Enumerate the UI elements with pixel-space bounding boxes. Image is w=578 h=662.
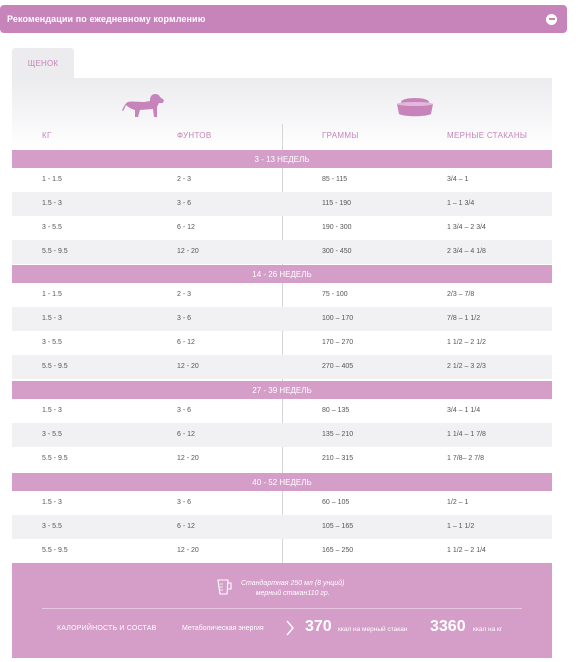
cell-cups: 3/4 – 1 — [447, 176, 469, 183]
section-band: 27 - 39 НЕДЕЛЬ — [12, 381, 552, 399]
table-row — [12, 539, 552, 563]
cell-cups: 1 1/2 – 2 1/2 — [447, 339, 486, 346]
cell-lb: 3 - 6 — [177, 499, 192, 506]
cell-kg: 5.5 - 9.5 — [42, 455, 68, 462]
cell-kg: 3 - 5.5 — [42, 224, 62, 231]
cell-grams: 210 – 315 — [322, 455, 354, 462]
cell-lb: 6 - 12 — [177, 339, 195, 346]
section-band: 14 - 26 НЕДЕЛЬ — [12, 265, 552, 283]
column-header-kg: КГ — [42, 131, 52, 140]
cell-cups: 1 7/8– 2 7/8 — [447, 455, 484, 462]
cup-note — [241, 579, 344, 599]
section-band: 40 - 52 НЕДЕЛЬ — [12, 473, 552, 491]
table-row — [12, 192, 552, 216]
kcal-per-kg-value: 3360 — [430, 618, 466, 635]
nutrition-footer — [12, 563, 552, 658]
cell-grams: 80 – 135 — [322, 407, 350, 414]
cell-cups: 1 – 1 3/4 — [447, 200, 475, 207]
section-band: 3 - 13 НЕДЕЛЬ — [12, 150, 552, 168]
cell-grams: 115 - 190 — [322, 200, 352, 207]
cell-kg: 1.5 - 3 — [42, 200, 62, 207]
cell-kg: 3 - 5.5 — [42, 523, 62, 530]
cell-lb: 2 - 3 — [177, 291, 192, 298]
cell-cups: 1 – 1 1/2 — [447, 523, 475, 530]
cell-lb: 3 - 6 — [177, 315, 192, 322]
column-header-lb: ФУНТОВ — [177, 131, 212, 140]
cell-lb: 6 - 12 — [177, 431, 195, 438]
table-row — [12, 240, 552, 264]
cell-cups: 1 3/4 – 2 3/4 — [447, 224, 486, 231]
table-row — [12, 168, 552, 192]
cup-note-line2: мерный стакан110 гр. — [255, 590, 330, 597]
cell-kg: 5.5 - 9.5 — [42, 248, 68, 255]
cell-grams: 135 – 210 — [322, 431, 354, 438]
calories-title: КАЛОРИЙНОСТЬ И СОСТАВ — [57, 625, 157, 632]
table-row — [12, 283, 552, 307]
minus-circle-icon[interactable] — [546, 14, 557, 25]
header-title: Рекомендации по ежедневному кормлению — [7, 14, 206, 24]
cell-lb: 12 - 20 — [177, 248, 199, 255]
table-row — [12, 423, 552, 447]
kcal-per-cup-value: 370 — [305, 618, 332, 635]
cell-grams: 300 - 450 — [322, 248, 352, 255]
cell-cups: 2 3/4 – 4 1/8 — [447, 248, 486, 255]
cell-grams: 100 – 170 — [322, 315, 354, 322]
chevron-right-icon — [285, 620, 295, 636]
cell-lb: 2 - 3 — [177, 176, 192, 183]
cell-lb: 6 - 12 — [177, 224, 195, 231]
cell-lb: 12 - 20 — [177, 363, 199, 370]
tab-puppy[interactable]: ЩЕНОК — [12, 48, 74, 78]
cell-cups: 1 1/2 – 2 1/4 — [447, 547, 486, 554]
cell-kg: 5.5 - 9.5 — [42, 363, 68, 370]
cup-note-line1: Стандартная 250 мл (8 унций) — [241, 580, 345, 587]
cell-grams: 105 – 165 — [322, 523, 354, 530]
table-row — [12, 355, 552, 379]
cell-grams: 270 – 405 — [322, 363, 354, 370]
cell-lb: 3 - 6 — [177, 407, 192, 414]
cell-kg: 1 - 1.5 — [42, 176, 62, 183]
energy-label: Метаболическая энергия — [182, 625, 264, 632]
measuring-cup-icon — [217, 578, 233, 595]
cell-kg: 1.5 - 3 — [42, 499, 62, 506]
column-header-grams: ГРАММЫ — [322, 131, 359, 140]
cell-kg: 1 - 1.5 — [42, 291, 62, 298]
table-row — [12, 216, 552, 240]
cell-kg: 3 - 5.5 — [42, 431, 62, 438]
cell-grams: 75 - 100 — [322, 291, 348, 298]
column-header-cups: МЕРНЫЕ СТАКАНЫ — [447, 131, 528, 140]
cell-lb: 12 - 20 — [177, 455, 199, 462]
cell-lb: 12 - 20 — [177, 547, 199, 554]
table-row — [12, 447, 552, 471]
table-row — [12, 515, 552, 539]
feeding-recommendations-header[interactable] — [0, 5, 567, 33]
kcal-per-cup-unit: ккал на мерный стакан — [338, 626, 408, 633]
cell-grams: 170 – 270 — [322, 339, 354, 346]
cell-kg: 1.5 - 3 — [42, 407, 62, 414]
cell-cups: 1 1/4 – 1 7/8 — [447, 431, 486, 438]
cell-kg: 3 - 5.5 — [42, 339, 62, 346]
cell-cups: 3/4 – 1 1/4 — [447, 407, 481, 414]
table-row — [12, 399, 552, 423]
table-row — [12, 491, 552, 515]
footer-divider — [42, 608, 522, 609]
cell-cups: 1/2 – 1 — [447, 499, 469, 506]
table-row — [12, 331, 552, 355]
cell-cups: 2/3 – 7/8 — [447, 291, 475, 298]
cell-kg: 5.5 - 9.5 — [42, 547, 68, 554]
cell-lb: 3 - 6 — [177, 200, 192, 207]
food-bowl-icon — [395, 96, 435, 118]
cell-grams: 165 – 250 — [322, 547, 354, 554]
cell-lb: 6 - 12 — [177, 523, 195, 530]
cell-grams: 190 - 300 — [322, 224, 352, 231]
cell-grams: 85 - 115 — [322, 176, 348, 183]
cell-cups: 2 1/2 – 3 2/3 — [447, 363, 486, 370]
cell-grams: 60 – 105 — [322, 499, 350, 506]
cell-kg: 1.5 - 3 — [42, 315, 62, 322]
table-row — [12, 307, 552, 331]
dog-icon — [122, 93, 166, 119]
cell-cups: 7/8 – 1 1/2 — [447, 315, 481, 322]
kcal-per-kg-unit: ккал на кг — [473, 626, 503, 633]
